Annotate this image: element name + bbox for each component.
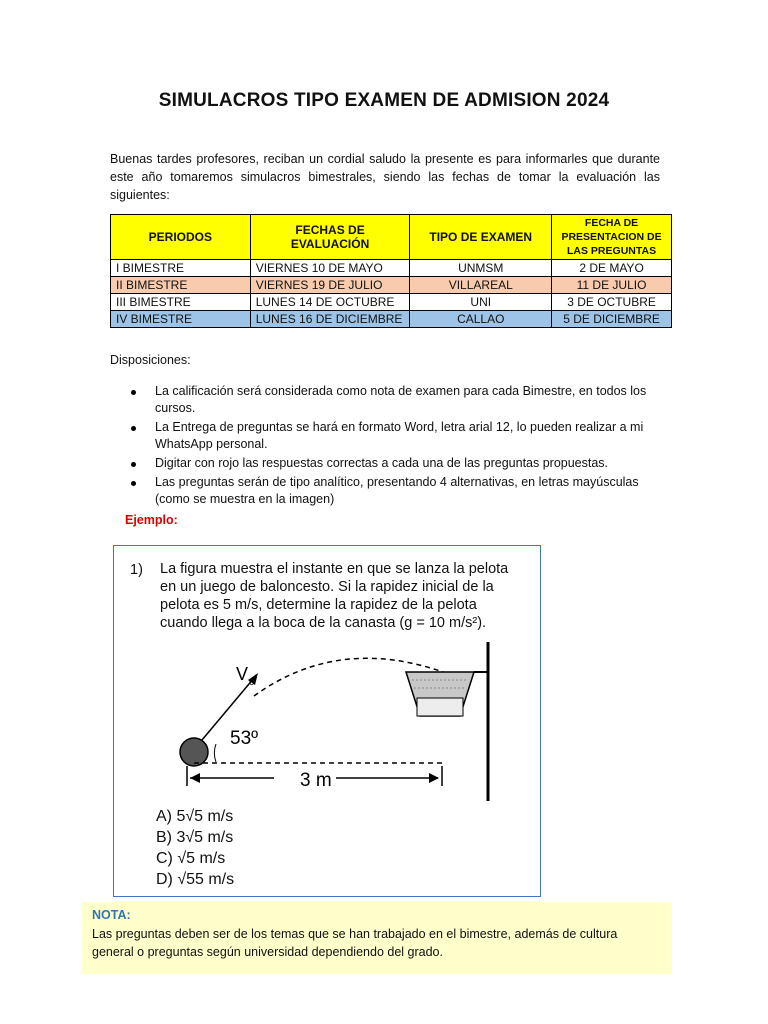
table-row	[111, 311, 672, 328]
rule-text: La calificación será considerada como nota de examen para cada Bimestre, en todos los cursos.	[155, 384, 647, 415]
example-question-box	[113, 545, 541, 897]
rule-text: Digitar con rojo las respuestas correctas a cada una de las preguntas propuestas.	[155, 456, 609, 470]
angle-arc	[214, 744, 216, 762]
cell-presentacion: 3 DE OCTUBRE	[552, 294, 672, 311]
list-item	[125, 419, 665, 453]
option-d: D) √55 m/s	[156, 871, 235, 888]
question-number: 1)	[130, 562, 143, 578]
cell-fecha: VIERNES 19 DE JULIO	[250, 277, 410, 294]
table-header-row	[111, 215, 672, 260]
cell-presentacion: 2 DE MAYO	[552, 260, 672, 277]
cell-tipo: CALLAO	[410, 311, 552, 328]
cell-fecha: VIERNES 10 DE MAYO	[250, 260, 410, 277]
basketball-figure	[154, 636, 504, 801]
list-item	[125, 474, 665, 508]
header-periodos: PERIODOS	[111, 215, 251, 260]
header-tipo: TIPO DE EXAMEN	[410, 215, 552, 260]
header-fechas: FECHAS DE EVALUACIÓN	[250, 215, 410, 260]
note-label: NOTA:	[92, 908, 131, 922]
schedule-table	[110, 214, 672, 328]
answer-options	[156, 806, 234, 890]
cell-fecha: LUNES 14 DE OCTUBRE	[250, 294, 410, 311]
rules-list	[125, 383, 665, 510]
cell-tipo: UNMSM	[410, 260, 552, 277]
table-row	[111, 294, 672, 311]
cell-tipo: UNI	[410, 294, 552, 311]
option-b: B) 3√5 m/s	[156, 829, 234, 846]
intro-paragraph: Buenas tardes profesores, reciban un cordial saludo la presente es para informarles que durante este año tomaremos simulacros bimestrales, siendo las fechas de tomar la evaluación las siguientes:	[110, 152, 660, 202]
document-title: SIMULACROS TIPO EXAMEN DE ADMISION 2024	[158, 90, 610, 111]
list-item	[125, 455, 665, 472]
table-row	[111, 260, 672, 277]
cell-presentacion: 11 DE JULIO	[552, 277, 672, 294]
cell-periodo: III BIMESTRE	[111, 294, 251, 311]
cell-fecha: LUNES 16 DE DICIEMBRE	[250, 311, 410, 328]
rule-text: La Entrega de preguntas se hará en formato Word, letra arial 12, lo pueden realizar a mi WhatsApp personal.	[155, 420, 644, 451]
list-item	[125, 383, 665, 417]
ejemplo-label: Ejemplo:	[125, 513, 178, 527]
ball	[180, 738, 208, 766]
rule-text: Las preguntas serán de tipo analítico, presentando 4 alternativas, en letras mayúsculas (como se muestra en la imagen)	[155, 475, 639, 506]
option-c: C) √5 m/s	[156, 850, 226, 867]
option-a: A) 5√5 m/s	[156, 808, 234, 825]
velocity-label: V	[236, 664, 249, 684]
disposiciones-heading: Disposiciones:	[110, 353, 191, 367]
bullet-icon	[131, 462, 136, 467]
cell-periodo: II BIMESTRE	[111, 277, 251, 294]
cell-periodo: I BIMESTRE	[111, 260, 251, 277]
bullet-icon	[131, 426, 136, 431]
question-text: La figura muestra el instante en que se lanza la pelota en un juego de baloncesto. Si la rapidez inicial de la pelota es 5 m/s, determine la rapidez de la pelota cuando llega a la boca de la canasta (g = 10 m/s²).	[160, 561, 509, 631]
bullet-icon	[131, 481, 136, 486]
distance-label: 3 m	[300, 770, 332, 791]
bullet-icon	[131, 390, 136, 395]
svg-text:0: 0	[249, 677, 255, 688]
cell-periodo: IV BIMESTRE	[111, 311, 251, 328]
header-presentacion: FECHA DE PRESENTACION DE LAS PREGUNTAS	[552, 215, 672, 260]
cell-tipo: VILLAREAL	[410, 277, 552, 294]
cell-presentacion: 5 DE DICIEMBRE	[552, 311, 672, 328]
note-box	[82, 902, 672, 974]
table-row	[111, 277, 672, 294]
angle-label: 53º	[230, 728, 259, 749]
note-text: Las preguntas deben ser de los temas que se han trabajado en el bimestre, además de cultura general o preguntas según universidad dependiendo del grado.	[92, 927, 618, 959]
